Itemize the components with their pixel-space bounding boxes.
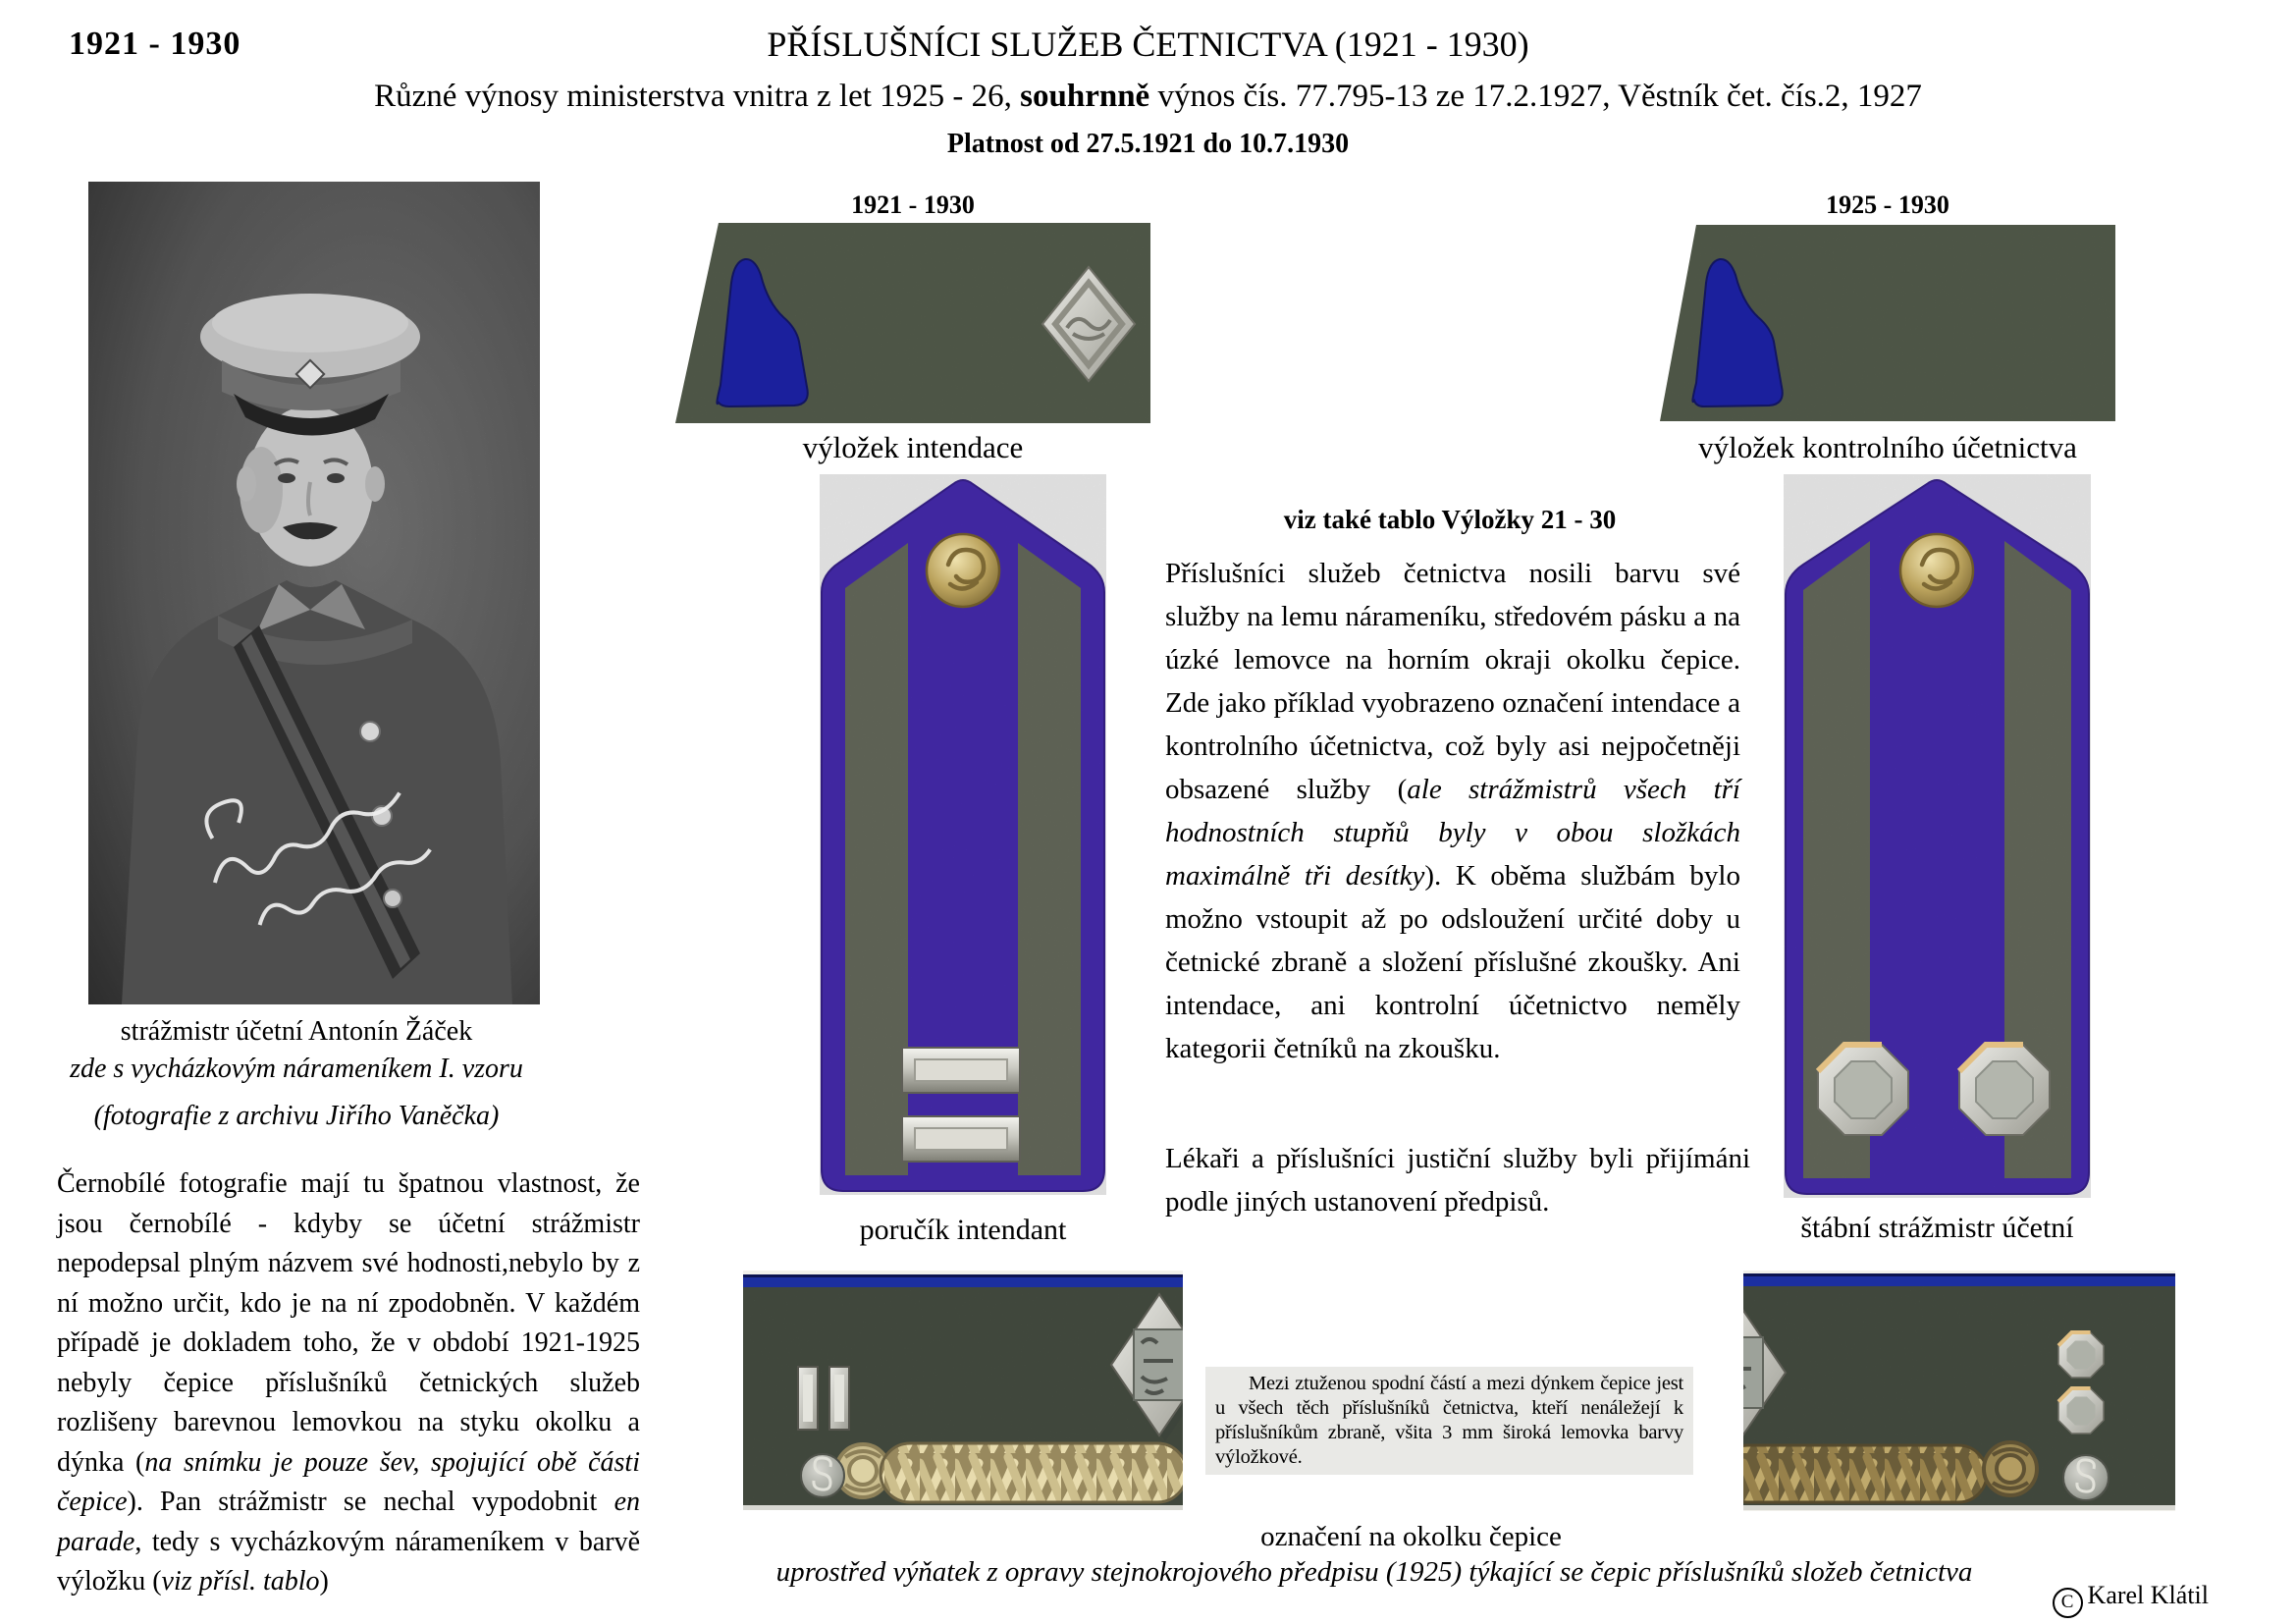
rank-bar bbox=[798, 1367, 818, 1430]
brass-button-icon bbox=[1900, 534, 1973, 607]
board-right-caption: štábní strážmistr účetní bbox=[1800, 1212, 2074, 1244]
copyright-icon: C bbox=[2053, 1588, 2083, 1618]
rank-bar bbox=[902, 1116, 1020, 1162]
photo-caption bbox=[56, 1013, 537, 1135]
brass-button-icon bbox=[927, 534, 999, 607]
patch-right-period: 1925 - 1930 bbox=[1826, 190, 1949, 219]
portrait-photo bbox=[88, 182, 540, 1004]
see-also-note: viz také tablo Výložky 21 - 30 bbox=[1283, 505, 1617, 534]
cap-band-subcaption: uprostřed výňatek z opravy stejnokrojového předpisu (1925) týkající se čepic příslušníků složeb četnictva bbox=[775, 1556, 1973, 1588]
cap-band-right-image bbox=[1743, 1271, 2175, 1511]
cap-band-caption: označení na okolku čepice bbox=[1260, 1521, 1562, 1552]
photo-caption-source: (fotografie z archivu Jiřího Vaněčka) bbox=[93, 1101, 500, 1131]
page-subtitle: Různé výnosy ministerstva vnitra z let 1925 - 26, souhrnně výnos čís. 77.795-13 ze 17.2.1927, Věstník čet. čís.2, 1927 bbox=[374, 79, 1922, 114]
octagon-button-icon bbox=[2058, 1388, 2104, 1434]
braided-cord bbox=[881, 1443, 1183, 1502]
page-title: PŘÍSLUŠNÍCI SLUŽEB ČETNICTVA (1921 - 1930) bbox=[767, 25, 1529, 64]
left-paragraph: Černobílé fotografie mají tu špatnou vlastnost, že jsou černobílé - kdyby se účetní strážmistr nepodepsal plným názvem své hodnosti,nebylo by z ní možno určit, kdo je na ní zpodobněn. V každém případě je dokladem toho, že v období 1921-1925 nebyly čepice příslušníků četnických služeb rozlišeny barevnou lemovkou na styku okolku a dýnka (na snímku je pouze šev, spojující obě části čepice). Pan strážmistr se nechal vypodobnit en parade, tedy s vycházkovým nárameníkem v barvě výložku (viz přísl. tablo) bbox=[57, 1168, 640, 1597]
rank-bar bbox=[902, 1048, 1020, 1093]
photo-caption-note: zde s vycházkovým nárameníkem I. vzoru bbox=[70, 1054, 523, 1084]
period-label-top-left: 1921 - 1930 bbox=[69, 26, 241, 62]
center-paragraph-2: Lékaři a příslušníci justiční služby byli přijímáni podle jiných ustanovení předpisů. bbox=[1165, 1143, 1750, 1218]
rank-bar bbox=[829, 1367, 849, 1430]
shoulder-board-lieutenant-image bbox=[820, 474, 1106, 1195]
cord-knot bbox=[1984, 1442, 2037, 1495]
patch-right-caption: výložek kontrolního účetnictva bbox=[1698, 430, 2077, 464]
collar-patch-intendance-image bbox=[672, 220, 1153, 426]
round-button-icon bbox=[2063, 1455, 2109, 1500]
copyright-line bbox=[1914, 1581, 2209, 1618]
photo-caption-name: strážmistr účetní Antonín Žáček bbox=[120, 1016, 473, 1047]
cap-band-left-image bbox=[743, 1271, 1183, 1510]
validity-line: Platnost od 27.5.1921 do 10.7.1930 bbox=[946, 129, 1350, 159]
board-left-caption: poručík intendant bbox=[859, 1214, 1067, 1246]
collar-patch-accounting-image bbox=[1657, 222, 2118, 424]
octagon-button-icon bbox=[1959, 1045, 2050, 1135]
center-paragraph-1: Příslušníci služeb četnictva nosili barvu své služby na lemu nárameníku, středovém pásku a na úzké lemovce na horním okraji okolku čepice. Zde jako příklad vyobrazeno označení intendace a kontrolního účetnictva, což byly asi nejpočetněji obsazené služby (ale strážmistrů všech tří hodnostních stupňů byly v obou složkách maximálně tři desítky). K oběma službám bylo možno vstoupit až po odsloužení určité doby u četnické zbraně a složení příslušné zkoušky. Ani intendace, ani kontrolní účetnictvo neměly kategorii četníků na zkoušku. bbox=[1165, 558, 1740, 1064]
shoulder-board-staff-sergeant-image bbox=[1784, 474, 2091, 1198]
braided-cord bbox=[1743, 1445, 1987, 1502]
octagon-button-icon bbox=[2058, 1332, 2104, 1378]
patch-left-caption: výložek intendace bbox=[802, 430, 1024, 464]
patch-left-period: 1921 - 1930 bbox=[851, 190, 975, 219]
regulation-excerpt-box bbox=[1205, 1367, 1693, 1475]
copyright-name: Karel Klátil bbox=[2087, 1581, 2209, 1609]
octagon-button-icon bbox=[1818, 1045, 1908, 1135]
regulation-excerpt-text: Mezi ztuženou spodní částí a mezi dýnkem čepice jest u všech těch příslušníků četnictva, kteří nenáležejí k příslušníkům zbraně, všita 3 mm široká lemovka barvy výložkové. bbox=[1215, 1373, 1683, 1468]
